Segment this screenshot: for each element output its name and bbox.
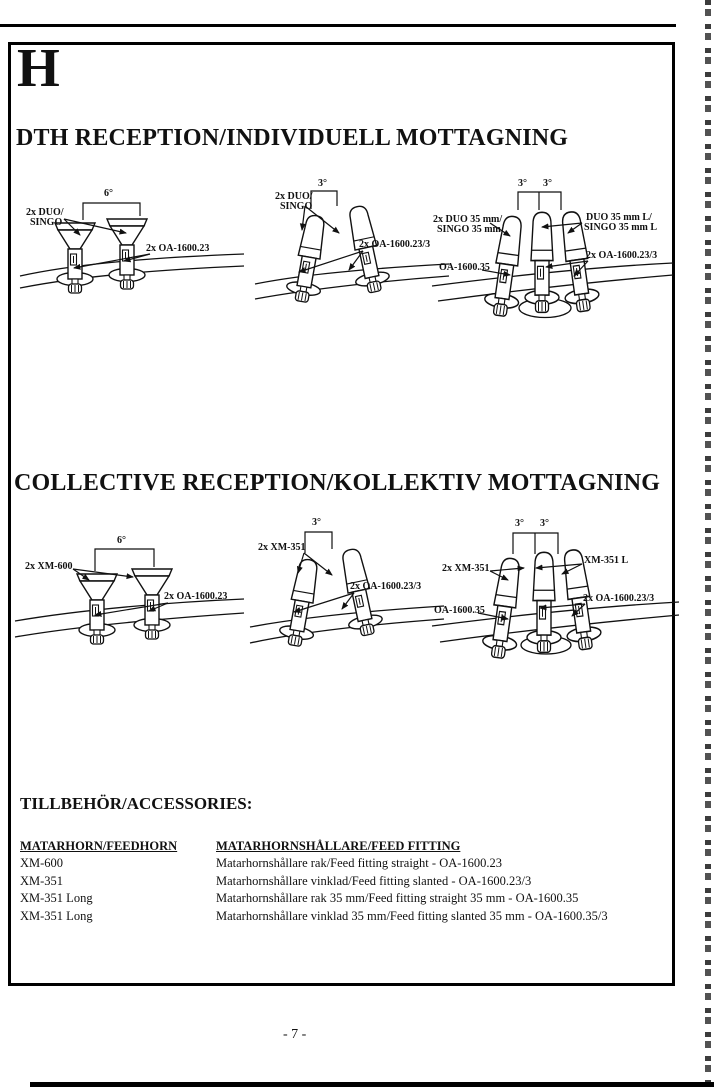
- feedhorn-graphic: [333, 546, 384, 638]
- dish-rim-line: [15, 599, 244, 621]
- angle-bracket: [305, 532, 332, 553]
- angle-bracket: [83, 203, 140, 220]
- angle-bracket: [518, 192, 561, 210]
- dish-rim-line: [250, 606, 444, 627]
- angle-label: 3°: [518, 178, 527, 189]
- fitting-label: 2x OA-1600.23/3: [586, 250, 658, 261]
- fitting-label: 2x OA-1600.23/3: [359, 239, 431, 250]
- page-number: - 7 -: [283, 1027, 307, 1042]
- chapter-letter: H: [17, 37, 60, 98]
- feedhorn-cell: XM-351: [20, 873, 64, 888]
- angle-label: 3°: [540, 518, 549, 529]
- diagram-dth-35mm: [432, 178, 674, 341]
- horn-label: SINGO 35 mm L: [584, 222, 658, 233]
- accessories-col1-header: MATARHORN/FEEDHORN: [20, 839, 178, 853]
- horn-label: 2x XM-351: [442, 563, 490, 574]
- feedhorn-cell: XM-600: [20, 856, 64, 871]
- horn-label: 2x DUO 35 mm/: [433, 214, 503, 225]
- horn-label: DUO 35 mm L/: [586, 212, 652, 223]
- section-title-dth: DTH RECEPTION/INDIVIDUELL MOTTAGNING: [16, 125, 569, 151]
- angle-label: 3°: [318, 178, 327, 189]
- angle-bracket: [311, 191, 337, 209]
- angle-label: 6°: [117, 535, 126, 546]
- diagram-dth-straight: [20, 182, 245, 312]
- scan-edge-artifact: [705, 0, 711, 1089]
- horn-label: 2x DUO/: [26, 207, 64, 218]
- diagram-collective-slanted-drawing: [250, 517, 445, 672]
- diagram-dth-slanted: [255, 178, 450, 320]
- fitting-cell: Matarhornshållare rak 35 mm/Feed fitting straight 35 mm - OA-1600.35: [216, 891, 579, 906]
- feedhorn-graphic: [525, 212, 559, 312]
- horn-label: 2x XM-351: [258, 542, 306, 553]
- diagram-collective-35mm: [432, 516, 680, 680]
- fitting-label: 2x OA-1600.23/3: [350, 581, 422, 592]
- angle-bracket: [513, 533, 558, 554]
- feedhorn-graphic: [278, 557, 327, 649]
- angle-bracket: [95, 549, 154, 571]
- bottom-rule: [30, 1082, 714, 1087]
- horn-label: SINGO: [30, 217, 63, 228]
- fitting-cell: Matarhornshållare vinklad/Feed fitting slanted - OA-1600.23/3: [216, 873, 532, 888]
- fitting-label: 2x OA-1600.23: [146, 243, 210, 254]
- section-title-collective: COLLECTIVE RECEPTION/KOLLEKTIV MOTTAGNING: [14, 470, 661, 496]
- diagram-collective-slanted: [250, 517, 445, 672]
- feedhorn-cell: XM-351 Long: [20, 891, 93, 906]
- feedhorn-cell: XM-351 Long: [20, 908, 93, 923]
- dish-rim-line: [15, 613, 244, 637]
- angle-label: 3°: [312, 517, 321, 528]
- horn-label: 2x XM-600: [25, 561, 73, 572]
- top-rule: [0, 24, 676, 27]
- feedhorn-graphic: [55, 223, 95, 293]
- dish-rim-line: [255, 264, 449, 284]
- accessories-col2-header: MATARHORNSHÅLLARE/FEED FITTING: [216, 839, 461, 853]
- horn-label: XM-351 L: [584, 555, 629, 566]
- fitting-cell: Matarhornshållare vinklad 35 mm/Feed fitting slanted 35 mm - OA-1600.35/3: [216, 908, 608, 923]
- fitting-label: OA-1600.35: [434, 605, 485, 616]
- accessories-table: [20, 838, 660, 925]
- fitting-label: 2x OA-1600.23/3: [583, 593, 655, 604]
- diagram-dth-35mm-drawing: [432, 178, 674, 341]
- accessories-title: TILLBEHÖR/ACCESSORIES:: [20, 794, 253, 813]
- horn-label: 2x DUO/: [275, 191, 313, 202]
- diagram-dth-straight-drawing: [20, 182, 245, 312]
- horn-label: SINGO 35 mm: [437, 224, 501, 235]
- angle-label: 3°: [543, 178, 552, 189]
- fitting-cell: Matarhornshållare rak/Feed fitting straight - OA-1600.23: [216, 856, 503, 871]
- fitting-label: OA-1600.35: [439, 262, 490, 273]
- feedhorn-graphic: [77, 574, 117, 644]
- horn-label: SINGO: [280, 201, 313, 212]
- fitting-label: 2x OA-1600.23: [164, 591, 228, 602]
- angle-label: 6°: [104, 188, 113, 199]
- feedhorn-graphic: [285, 213, 334, 305]
- diagram-collective-straight: [15, 523, 245, 671]
- angle-label: 3°: [515, 518, 524, 529]
